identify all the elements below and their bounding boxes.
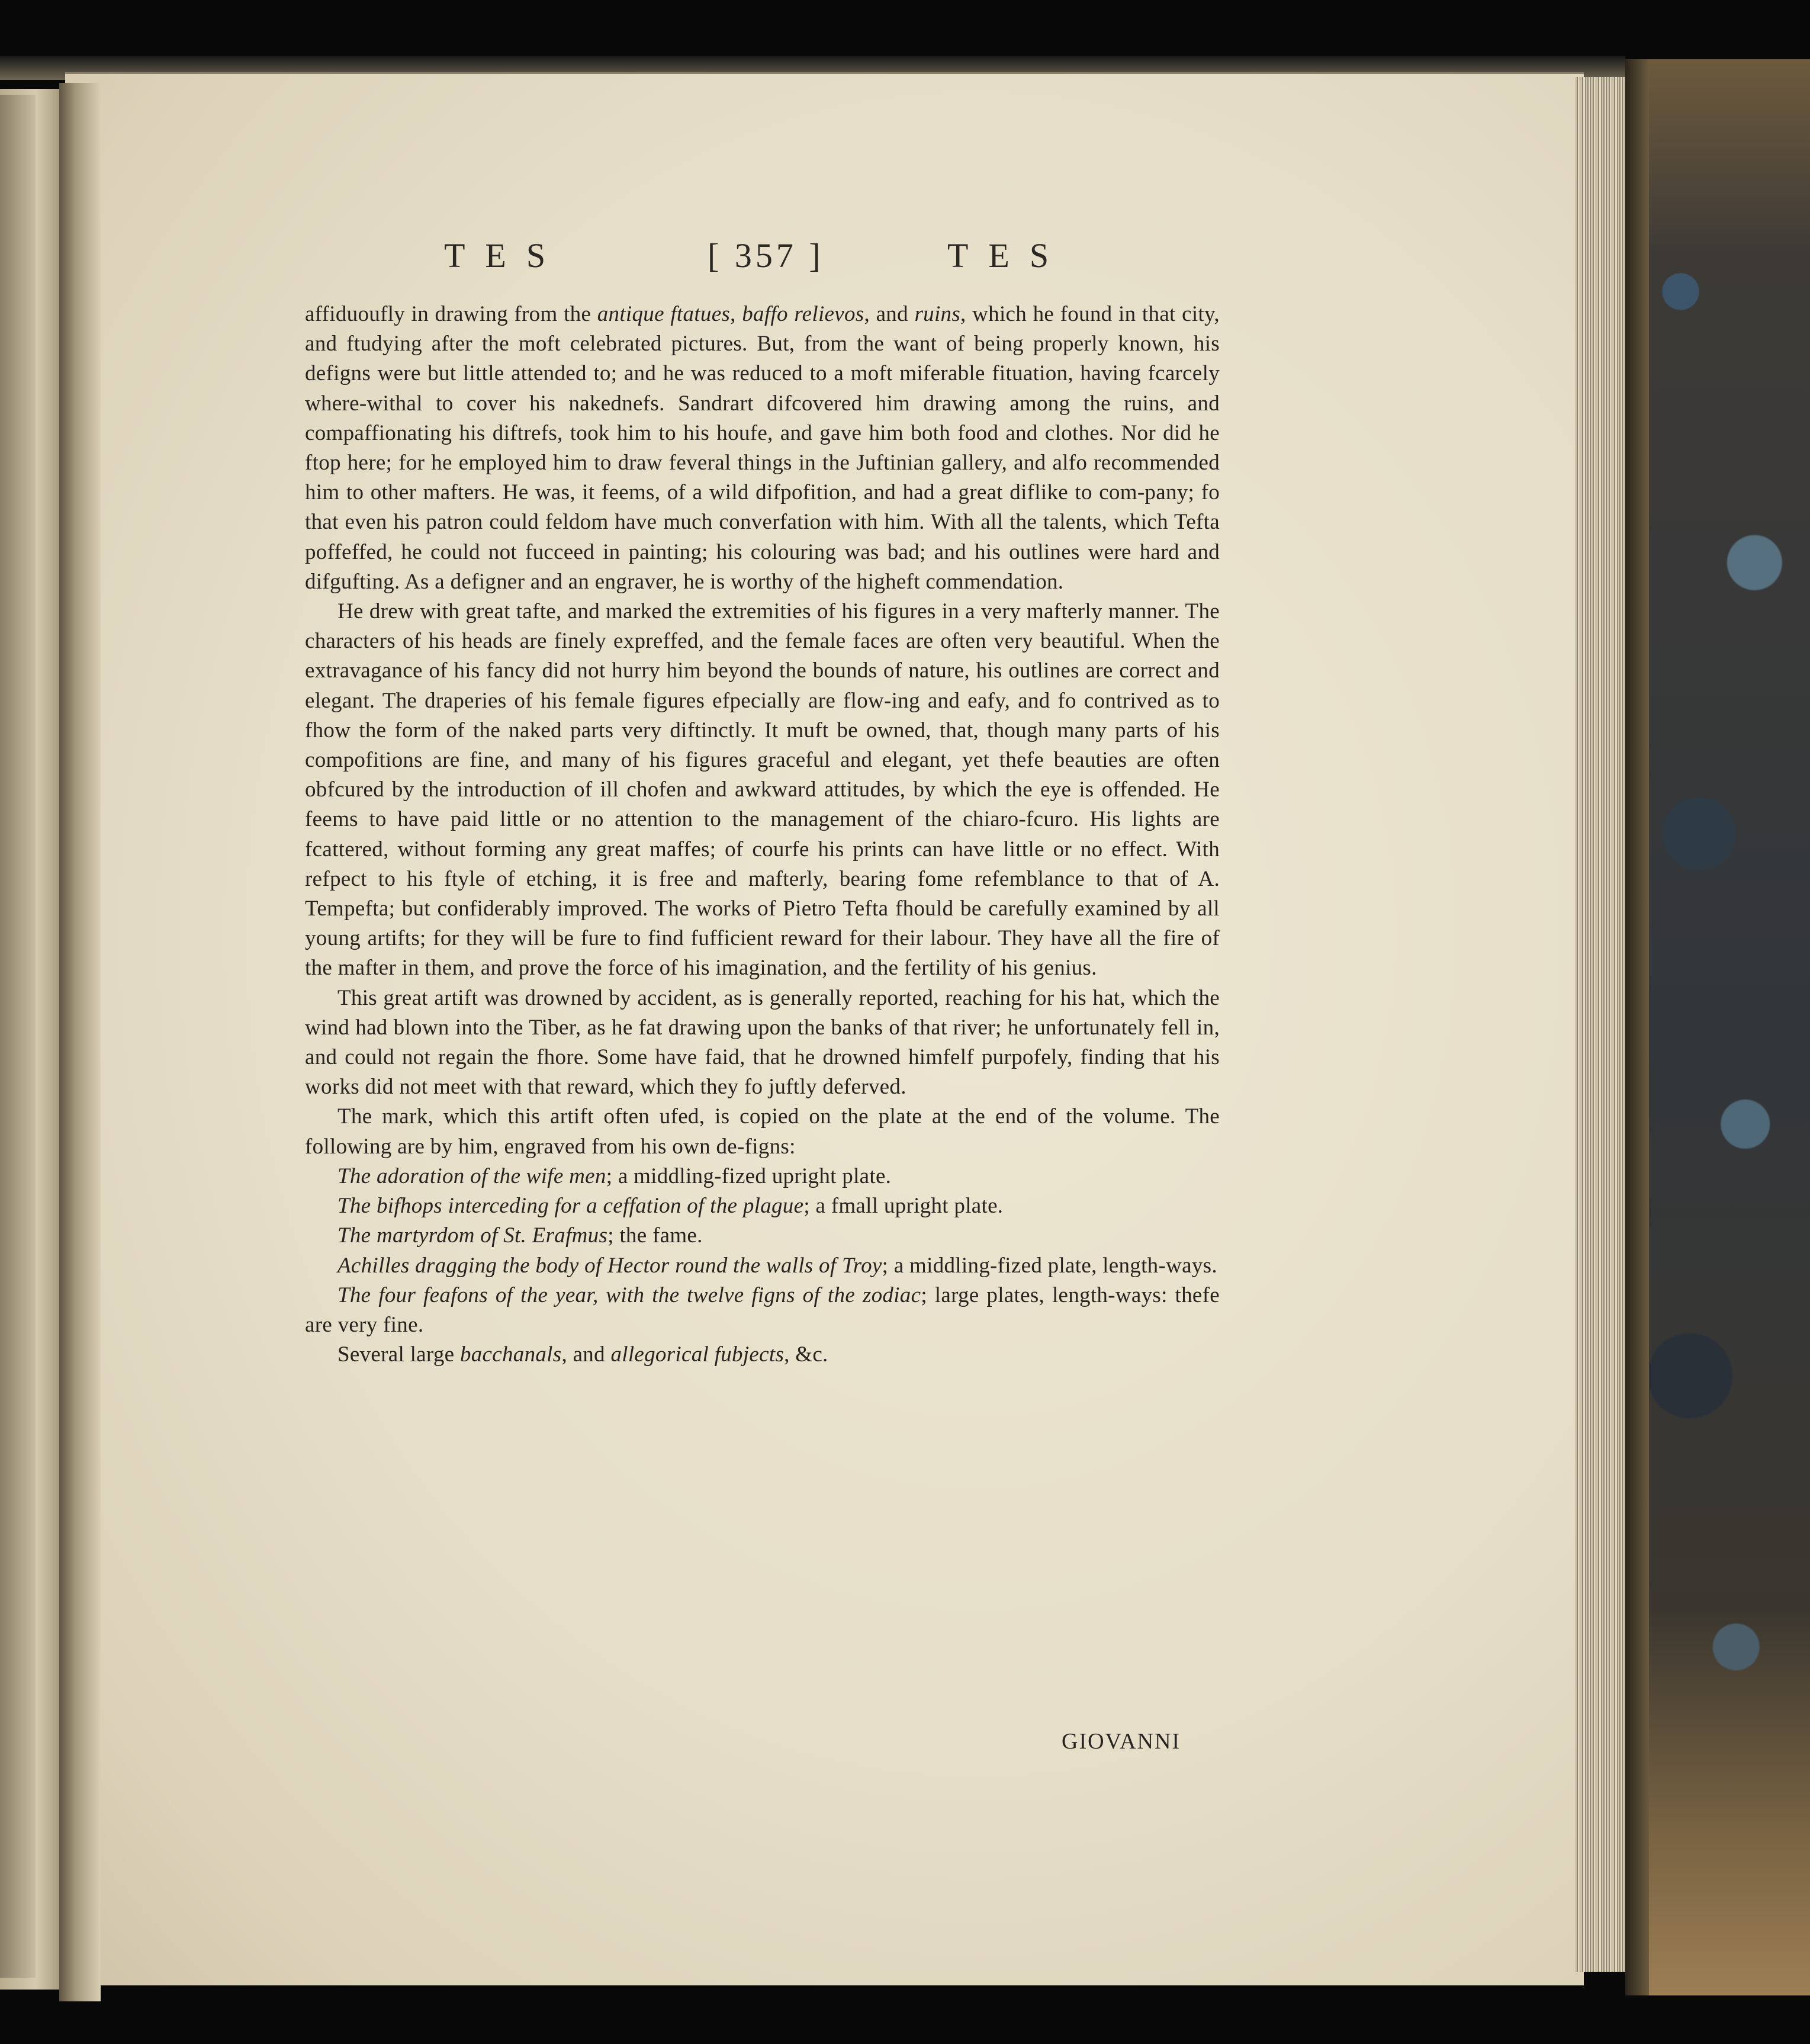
catchword: GIOVANNI — [1062, 1729, 1181, 1754]
page-number: [ 357 ] — [708, 236, 824, 275]
text-run: This great artift was drowned by accident, as is generally reported, reaching for his hat, which the wind had blown into the Tiber, as he fat drawing upon the banks of that river; he unfortunately fell in, and could not regain the fhore. Some have faid, that he drowned himfelf purpofely, finding that his works did not meet with that reward, which they fo juftly deferved. — [305, 985, 1220, 1100]
paragraph — [305, 1340, 1220, 1370]
verso-page-shadow — [0, 95, 36, 1978]
text-run: Several large — [337, 1342, 460, 1367]
running-head-right: TES — [947, 236, 1069, 275]
text-run: The mark, which this artift often ufed, is copied on the plate at the end of the volume. The following are by him, engraved from his own de-figns: — [305, 1104, 1220, 1159]
italic-text: allegorical fubjects — [610, 1342, 785, 1367]
text-run: , and — [561, 1342, 611, 1367]
gutter-shadow — [59, 83, 101, 2001]
italic-text: Achilles dragging the body of Hector round the walls of Troy — [337, 1253, 882, 1278]
text-run: , &c. — [784, 1342, 828, 1367]
marbled-binding — [1625, 59, 1810, 1995]
paragraph — [305, 1191, 1220, 1221]
italic-text: baffo relievos — [742, 302, 864, 326]
text-run: He drew with great tafte, and marked the extremities of his figures in a very mafterly manner. The characters of his heads are finely expreffed, and the female faces are often very beautiful. When the extravagance of his fancy did not hurry him beyond the bounds of nature, his outlines are correct and elegant. The draperies of his female figures efpecially are flow-ing and eafy, and fo contrived as to fhow the form of the naked parts very diftinctly. It muft be owned, that, though many parts of his compofitions are fine, and many of his figures graceful and elegant, yet thefe beauties are often obfcured by the introduction of ill chofen and awkward attitudes, by which the eye is offended. He feems to have paid little or no attention to the management of the chiaro-fcuro. His lights are fcattered, without forming any great maffes; of courfe his prints can have little or no effect. With refpect to his ftyle of etching, it is free and mafterly, bearing fome refemblance to that of A. Tempefta; but confiderably improved. The works of Pietro Tefta fhould be carefully examined by all young artifts; for they will be fure to find fufficient reward for their labour. They have all the fire of the mafter in them, and prove the force of his imagination, and the fertility of his genius. — [305, 599, 1220, 981]
italic-text: The martyrdom of St. Erafmus — [337, 1223, 608, 1248]
text-run: , which he found in that city, and ftudying after the moft celebrated pictures. But, from the want of being properly known, his defigns were but little attended to; and he was reduced to a moft miferable fituation, having fcarcely where-withal to cover his nakednefs. Sandrart difcovered him drawing among the ruins, and compaffionating his diftrefs, took him to his houfe, and gave him both food and clothes. Nor did he ftop here; for he employed him to draw feveral things in the Juftinian gallery, and alfo recommended him to other mafters. He was, it feems, of a wild difpofition, and had a great diflike to com-pany; fo that even his patron could feldom have much converfation with him. With all the talents, which Tefta poffeffed, he could not fucceed in painting; his colouring was bad; and his outlines were hard and difgufting. As a defigner and an engraver, he is worthy of the higheft commendation. — [305, 302, 1220, 594]
body-text — [305, 300, 1220, 1370]
binding-edge — [1625, 59, 1649, 1995]
page-fore-edges — [1575, 77, 1628, 1972]
italic-text: ruins — [914, 302, 961, 326]
paragraph — [305, 597, 1220, 984]
italic-text: The adoration of the wife men — [337, 1164, 606, 1188]
text-run: ; large plates, length-ways: thefe are very fine. — [305, 1283, 1220, 1337]
italic-text: bacchanals — [459, 1342, 562, 1367]
text-run: ; the fame. — [607, 1223, 703, 1248]
paragraph — [305, 300, 1220, 597]
paragraph — [305, 1251, 1220, 1281]
paragraph — [305, 1221, 1220, 1251]
paragraph — [305, 1102, 1220, 1161]
italic-text: The bifhops interceding for a ceffation of the plague — [337, 1194, 804, 1219]
text-run: ; a fmall upright plate. — [803, 1194, 1004, 1219]
text-run: ; a middling-fized plate, length-ways. — [882, 1253, 1217, 1278]
text-run: , — [730, 302, 742, 326]
paragraph — [305, 1162, 1220, 1191]
italic-text: antique ftatues — [597, 302, 731, 326]
running-head — [65, 236, 1584, 289]
paragraph — [305, 984, 1220, 1103]
italic-text: The four feafons of the year, with the twelve figns of the zodiac — [337, 1283, 921, 1307]
text-run: , and — [864, 302, 915, 326]
text-run: ; a middling-fized upright plate. — [606, 1164, 892, 1188]
running-head-left: TES — [444, 236, 566, 275]
text-run: affiduoufly in drawing from the — [305, 302, 597, 326]
paragraph — [305, 1281, 1220, 1340]
